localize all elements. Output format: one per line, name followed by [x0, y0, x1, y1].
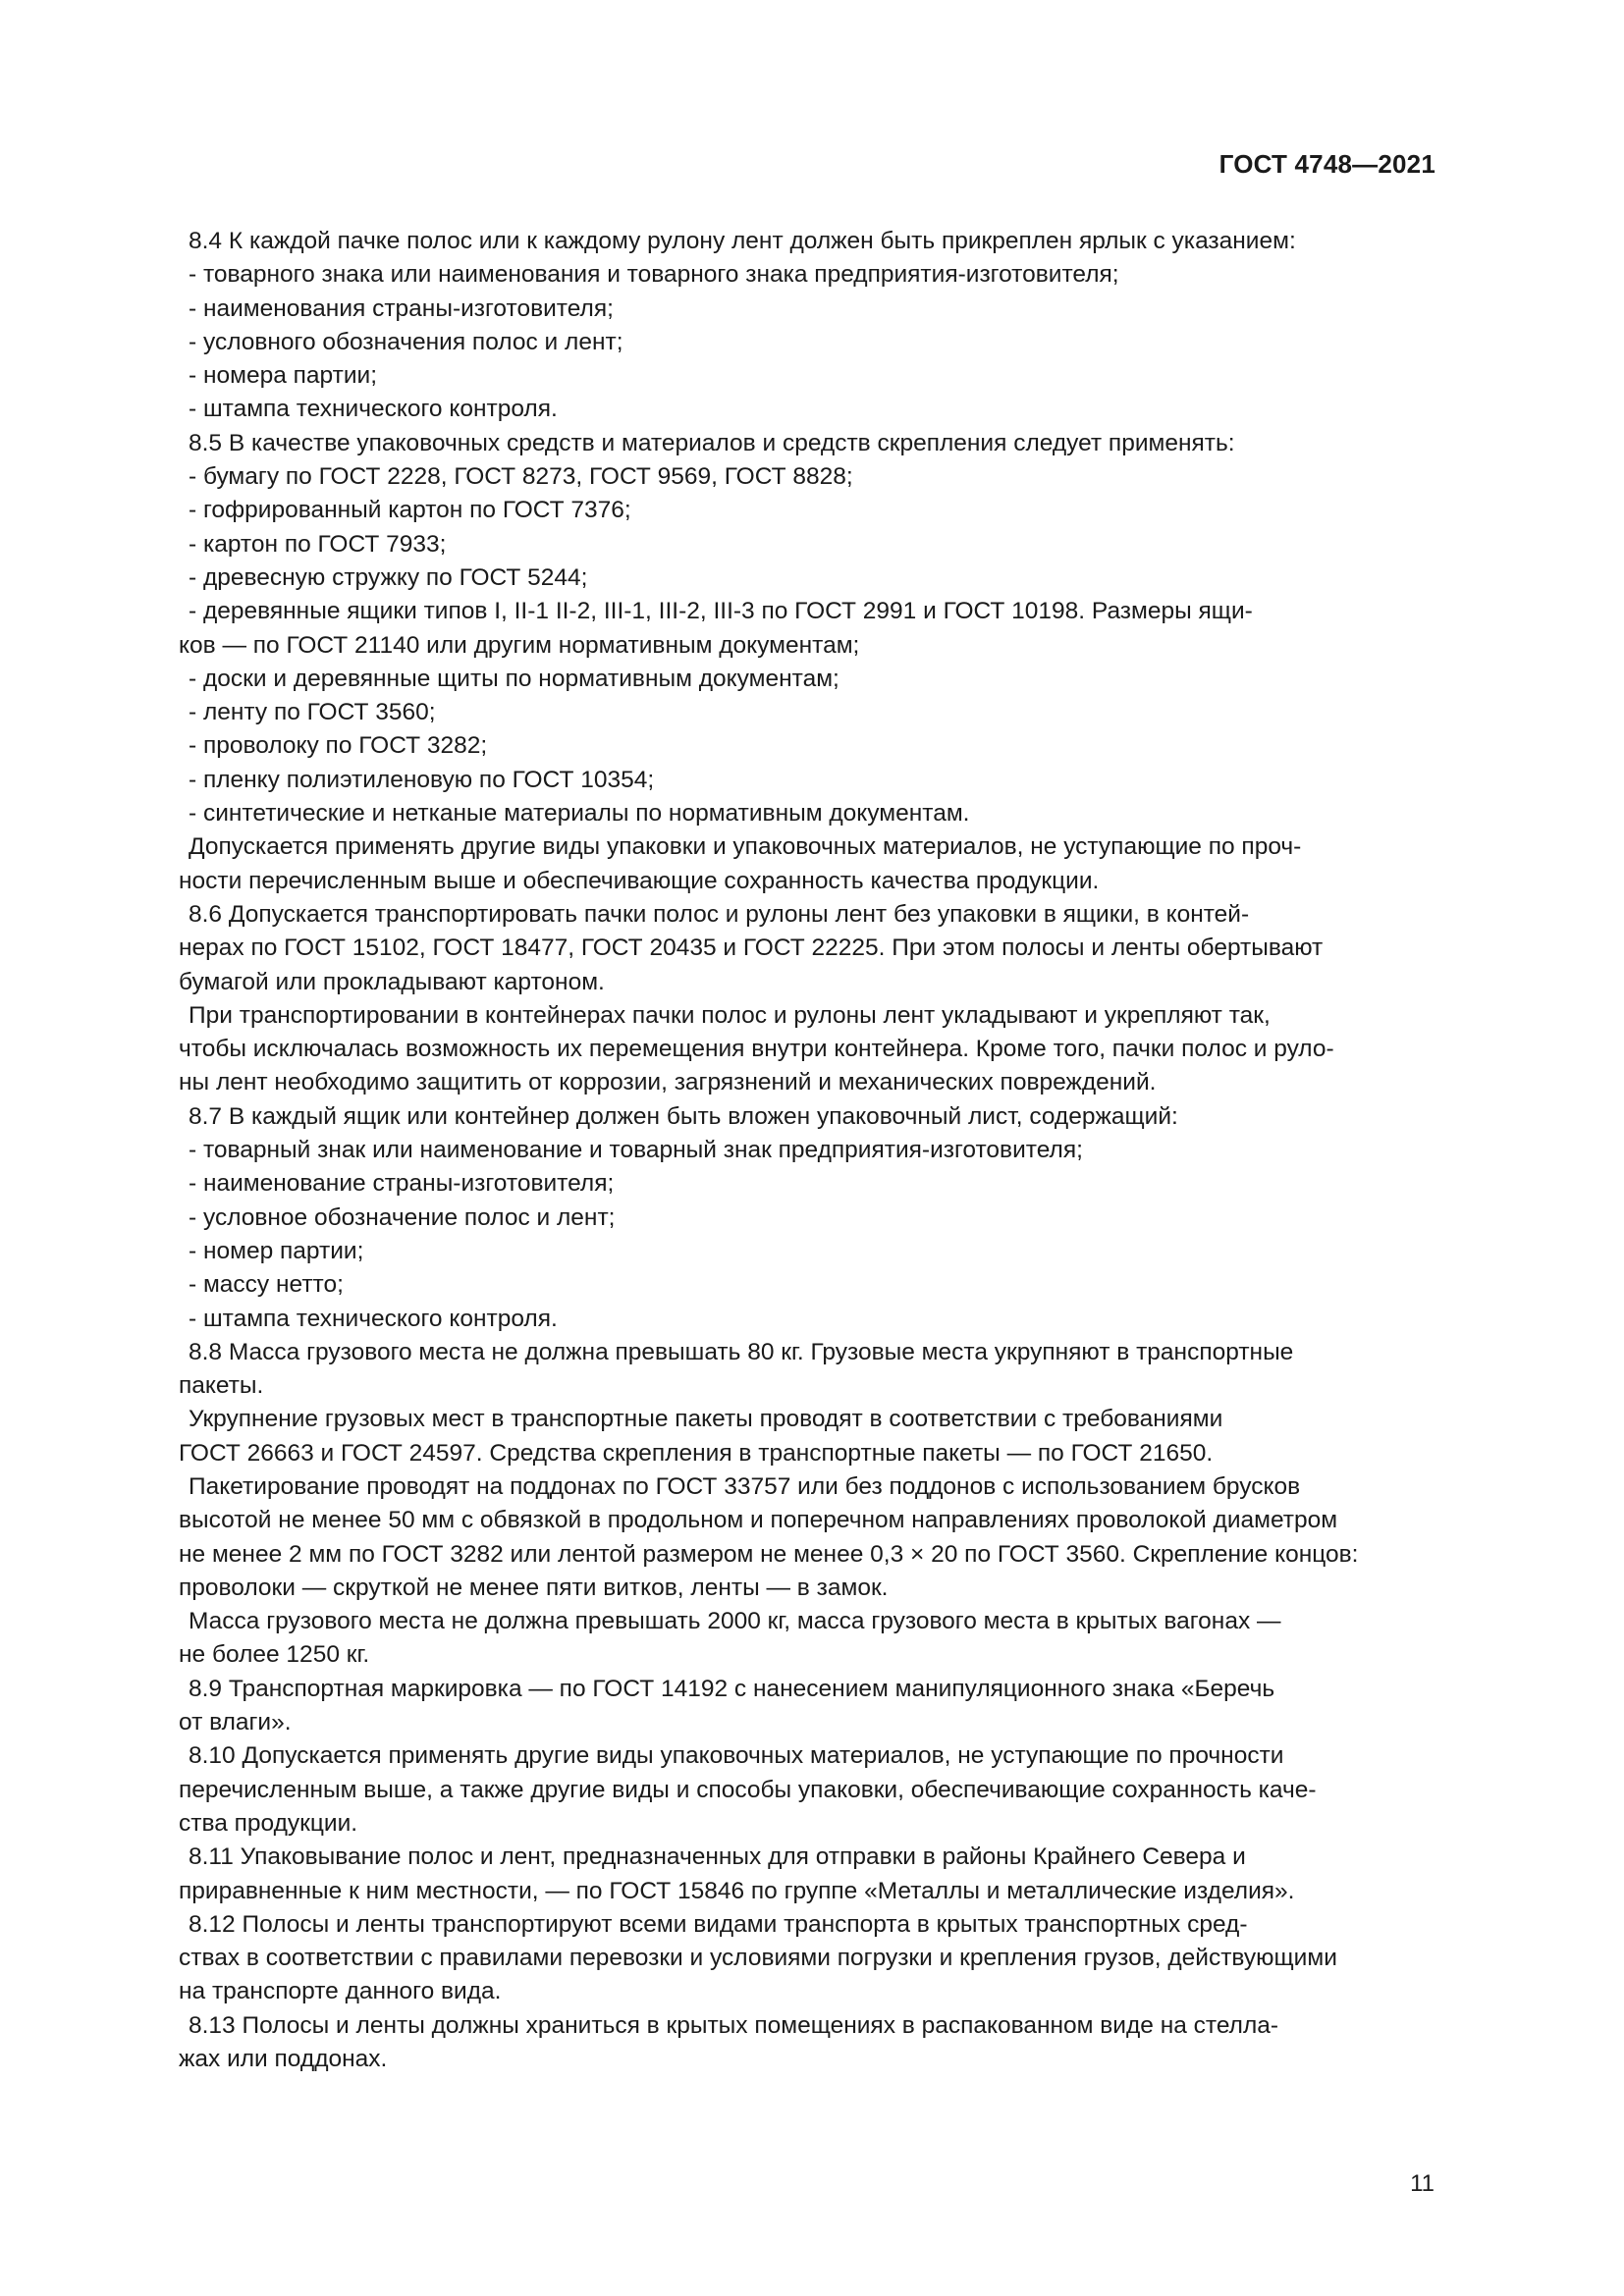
text-line: бумагой или прокладывают картоном. — [179, 968, 605, 995]
text-line: - номер партии; — [189, 1237, 364, 1264]
text-line: перечисленным выше, а также другие виды и способы упаковки, обеспечивающие сохранность каче- — [179, 1776, 1317, 1803]
text-line: 8.12 Полосы и ленты транспортируют всеми видами транспорта в крытых транспортных сред- — [189, 1910, 1248, 1938]
text-line: - синтетические и нетканые материалы по нормативным документам. — [189, 800, 970, 828]
text-line: - массу нетто; — [189, 1271, 344, 1299]
text-line: 8.9 Транспортная маркировка — по ГОСТ 14192 с нанесением манипуляционного знака «Беречь — [189, 1675, 1275, 1702]
text-line: от влаги». — [179, 1709, 292, 1736]
text-line: чтобы исключалась возможность их перемещения внутри контейнера. Кроме того, пачки полос и руло- — [179, 1036, 1334, 1063]
text-line: - бумагу по ГОСТ 2228, ГОСТ 8273, ГОСТ 9569, ГОСТ 8828; — [189, 463, 853, 491]
text-line: не более 1250 кг. — [179, 1641, 370, 1669]
text-line: Допускается применять другие виды упаковки и упаковочных материалов, не уступающие по проч- — [189, 833, 1302, 861]
text-line: - проволоку по ГОСТ 3282; — [189, 732, 488, 760]
text-line: - штампа технического контроля. — [189, 396, 558, 423]
text-line: ны лент необходимо защитить от коррозии, загрязнений и механических повреждений. — [179, 1069, 1157, 1096]
text-line: 8.4 К каждой пачке полос или к каждому рулону лент должен быть прикреплен ярлык с указанием: — [189, 228, 1296, 254]
text-line: Укрупнение грузовых мест в транспортные пакеты проводят в соответствии с требованиями — [189, 1406, 1223, 1433]
text-line: Пакетирование проводят на поддонах по ГОСТ 33757 или без поддонов с использованием брусков — [189, 1472, 1301, 1500]
document-body — [179, 225, 1443, 2076]
text-line: 8.7 В каждый ящик или контейнер должен быть вложен упаковочный лист, содержащий: — [189, 1102, 1178, 1130]
text-line: приравненные к ним местности, — по ГОСТ 15846 по группе «Металлы и металлические изделия». — [179, 1877, 1295, 1904]
text-line: 8.11 Упаковывание полос и лент, предназначенных для отправки в районы Крайнего Севера и — [189, 1843, 1246, 1871]
text-line: нерах по ГОСТ 15102, ГОСТ 18477, ГОСТ 20435 и ГОСТ 22225. При этом полосы и ленты обертывают — [179, 934, 1324, 962]
text-line: 8.8 Масса грузового места не должна превышать 80 кг. Грузовые места укрупняют в транспортные — [189, 1338, 1294, 1365]
text-line: - условного обозначения полос и лент; — [189, 328, 623, 355]
text-line: - картон по ГОСТ 7933; — [189, 530, 447, 558]
text-line: ства продукции. — [179, 1809, 358, 1837]
text-line: - условное обозначение полос и лент; — [189, 1203, 616, 1231]
text-line: 8.6 Допускается транспортировать пачки полос и рулоны лент без упаковки в ящики, в контей- — [189, 900, 1250, 928]
text-line: - наименование страны-изготовителя; — [189, 1170, 615, 1198]
text-line: - деревянные ящики типов I, II-1 II-2, III-1, III-2, III-3 по ГОСТ 2991 и ГОСТ 10198. Размеры ящи- — [189, 598, 1253, 625]
text-line: высотой не менее 50 мм с обвязкой в продольном и поперечном направлениях проволокой диаметром — [179, 1507, 1338, 1534]
text-line: - товарный знак или наименование и товарный знак предприятия-изготовителя; — [189, 1137, 1083, 1164]
text-line: 8.5 В качестве упаковочных средств и материалов и средств скрепления следует применять: — [189, 429, 1235, 456]
text-line: - номера партии; — [189, 362, 378, 390]
text-line: ности перечисленным выше и обеспечивающие сохранность качества продукции. — [179, 867, 1100, 894]
text-line: жах или поддонах. — [179, 2046, 388, 2073]
text-line: - наименования страны-изготовителя; — [189, 294, 614, 322]
document-header-id: ГОСТ 4748—2021 — [1218, 149, 1435, 179]
text-line: проволоки — скруткой не менее пяти витков, ленты — в замок. — [179, 1574, 889, 1601]
text-line: ствах в соответствии с правилами перевозки и условиями погрузки и крепления грузов, действующими — [179, 1945, 1337, 1972]
text-line: - гофрированный картон по ГОСТ 7376; — [189, 497, 631, 524]
text-line: 8.10 Допускается применять другие виды упаковочных материалов, не уступающие по прочности — [189, 1742, 1284, 1770]
text-line: Масса грузового места не должна превышать 2000 кг, масса грузового места в крытых вагонах — — [189, 1608, 1281, 1635]
text-line: ков — по ГОСТ 21140 или другим нормативным документам; — [179, 631, 860, 659]
text-line: При транспортировании в контейнерах пачки полос и рулоны лент укладывают и укрепляют так, — [189, 1001, 1271, 1029]
text-line: - пленку полиэтиленовую по ГОСТ 10354; — [189, 766, 655, 793]
text-line: - ленту по ГОСТ 3560; — [189, 699, 436, 726]
page-number: 11 — [1410, 2170, 1435, 2197]
text-line: 8.13 Полосы и ленты должны храниться в крытых помещениях в распакованном виде на стелла- — [189, 2011, 1279, 2039]
text-line: на транспорте данного вида. — [179, 1978, 502, 2005]
text-line: ГОСТ 26663 и ГОСТ 24597. Средства скрепления в транспортные пакеты — по ГОСТ 21650. — [179, 1439, 1214, 1467]
text-line: пакеты. — [179, 1372, 264, 1400]
text-line: - древесную стружку по ГОСТ 5244; — [189, 563, 588, 591]
text-line: - товарного знака или наименования и товарного знака предприятия-изготовителя; — [189, 261, 1119, 289]
text-line: не менее 2 мм по ГОСТ 3282 или лентой размером не менее 0,3 × 20 по ГОСТ 3560. Скрепление концов: — [179, 1540, 1359, 1568]
text-line: - штампа технического контроля. — [189, 1305, 558, 1332]
text-line: - доски и деревянные щиты по нормативным документам; — [189, 665, 839, 692]
